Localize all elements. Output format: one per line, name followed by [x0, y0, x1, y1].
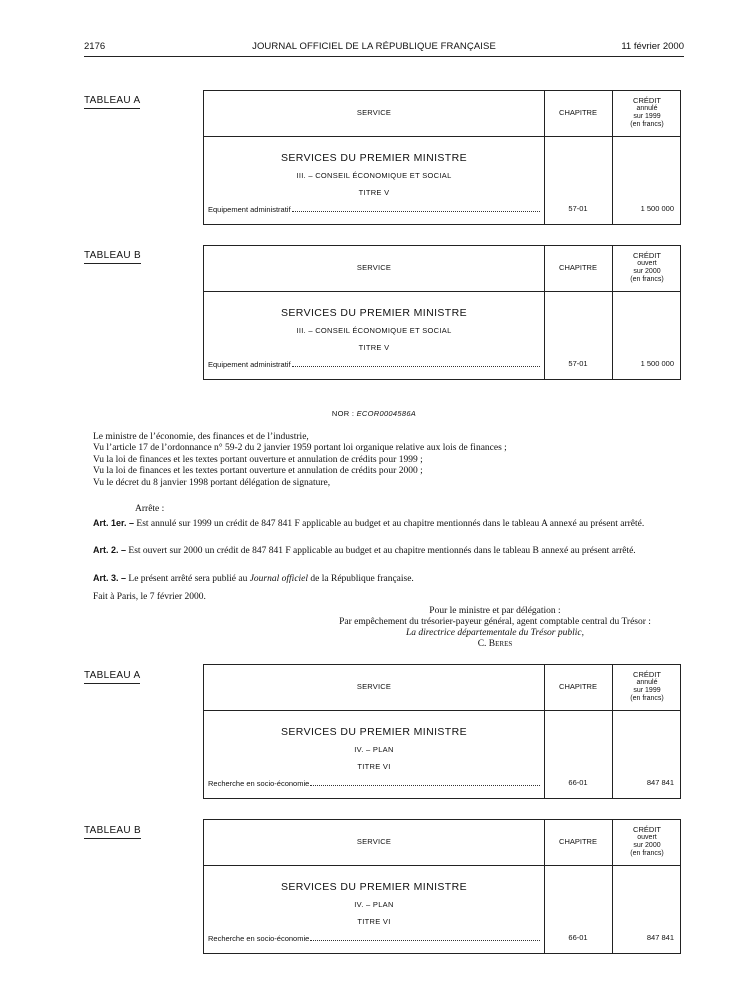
credit-header-line: annulé [636, 679, 658, 686]
credit-header [612, 826, 682, 858]
table-label: TABLEAU B [84, 825, 141, 839]
row-label: Recherche en socio-économie [208, 934, 310, 943]
visa-line: Vu la loi de finances et les textes portant ouverture et annulation de crédits pour 1999 ; [93, 454, 423, 465]
credit-header-title: CRÉDIT [633, 670, 661, 679]
visa-line: Vu l’article 17 de l’ordonnance n° 59-2 du 2 janvier 1959 portant loi organique relative aux lois de finances ; [93, 443, 507, 454]
dot-leader [310, 778, 540, 786]
row-amount: 1 500 000 [640, 204, 674, 213]
chapitre-header: CHAPITRE [559, 682, 597, 691]
table-row [208, 933, 540, 943]
credit-header-line: ouvert [637, 834, 657, 841]
section-title: III. – CONSEIL ÉCONOMIQUE ET SOCIAL [296, 326, 452, 335]
credit-table [203, 664, 681, 799]
nor-label: NOR : [331, 409, 355, 418]
signature-block [300, 606, 690, 650]
credit-header-line: sur 1999 [633, 687, 661, 694]
article-label: Art. 2. – [93, 545, 127, 555]
ministry-title: SERVICES DU PREMIER MINISTRE [280, 881, 468, 893]
credit-header [612, 671, 682, 703]
signature-line: Pour le ministre et par délégation : [429, 606, 561, 616]
table-label: TABLEAU A [84, 95, 140, 109]
table-row [208, 359, 540, 369]
credit-header-line: sur 2000 [633, 268, 661, 275]
signatory-name: C. Beres [477, 639, 513, 649]
article-2 [84, 545, 684, 557]
nor-reference [0, 409, 748, 418]
section-title: IV. – PLAN [354, 900, 394, 909]
service-header: SERVICE [356, 263, 392, 272]
arrete-line: Arrête : [135, 504, 165, 514]
article-label: Art. 1er. – [93, 518, 135, 528]
credit-header-line: ouvert [637, 260, 657, 267]
visa-line: Le ministre de l’économie, des finances et de l’industrie, [93, 432, 309, 442]
article-1 [84, 518, 684, 530]
credit-header-line: (en francs) [630, 121, 664, 128]
row-chapitre: 57-01 [568, 359, 588, 368]
titre-label: TITRE V [358, 343, 390, 352]
article-text-italic: Journal officiel [249, 574, 309, 584]
page-header [0, 41, 748, 55]
credit-header-line: sur 2000 [633, 842, 661, 849]
ministry-title: SERVICES DU PREMIER MINISTRE [280, 152, 468, 164]
titre-label: TITRE V [358, 188, 390, 197]
titre-label: TITRE VI [357, 762, 391, 771]
service-header: SERVICE [356, 837, 392, 846]
row-label: Recherche en socio-économie [208, 779, 310, 788]
credit-header-line: (en francs) [630, 276, 664, 283]
credit-header-line: annulé [636, 105, 658, 112]
row-chapitre: 57-01 [568, 204, 588, 213]
credit-header-title: CRÉDIT [633, 825, 661, 834]
row-label: Equipement administratif [208, 205, 291, 214]
credit-header-line: (en francs) [630, 850, 664, 857]
article-text: Est ouvert sur 2000 un crédit de 847 841 F applicable au budget et au chapitre mentionnés dans le tableau B annexé au présent arrêté. [128, 546, 636, 556]
nor-code: ECOR0004586A [356, 409, 417, 418]
journal-title: JOURNAL OFFICIEL DE LA RÉPUBLIQUE FRANÇAISE [252, 41, 496, 52]
titre-label: TITRE VI [357, 917, 391, 926]
ministry-title: SERVICES DU PREMIER MINISTRE [280, 726, 468, 738]
table-row [208, 778, 540, 788]
row-amount: 847 841 [646, 933, 674, 942]
dot-leader [292, 204, 540, 212]
table-label: TABLEAU B [84, 250, 141, 264]
visa-line: Vu la loi de finances et les textes portant ouverture et annulation de crédits pour 2000 ; [93, 466, 423, 477]
ministry-title: SERVICES DU PREMIER MINISTRE [280, 307, 468, 319]
chapitre-header: CHAPITRE [559, 263, 597, 272]
credit-header-line: sur 1999 [633, 113, 661, 120]
dot-leader [292, 359, 540, 367]
signature-line: Par empêchement du trésorier-payeur général, agent comptable central du Trésor : [339, 617, 651, 627]
header-rule [84, 56, 684, 57]
visas-block [93, 432, 683, 489]
article-text: Est annulé sur 1999 un crédit de 847 841 F applicable au budget et au chapitre mentionnés dans le tableau A annexé au présent arrêté. [136, 519, 645, 529]
article-label: Art. 3. – [93, 573, 127, 583]
chapitre-header: CHAPITRE [559, 108, 597, 117]
credit-header [612, 97, 682, 129]
issue-date: 11 février 2000 [621, 41, 684, 52]
visa-line: Vu le décret du 8 janvier 1998 portant délégation de signature, [93, 477, 331, 488]
row-amount: 1 500 000 [640, 359, 674, 368]
row-amount: 847 841 [646, 778, 674, 787]
article-3 [84, 573, 684, 585]
row-chapitre: 66-01 [568, 778, 588, 787]
table-row [208, 204, 540, 214]
row-chapitre: 66-01 [568, 933, 588, 942]
service-header: SERVICE [356, 682, 392, 691]
article-text: de la République française. [310, 574, 414, 584]
credit-table [203, 819, 681, 954]
credit-header-title: CRÉDIT [633, 251, 661, 260]
article-text: Le présent arrêté sera publié au [128, 574, 248, 584]
section-title: IV. – PLAN [354, 745, 394, 754]
fait-line: Fait à Paris, le 7 février 2000. [93, 592, 206, 602]
chapitre-header: CHAPITRE [559, 837, 597, 846]
credit-table [203, 245, 681, 380]
row-label: Equipement administratif [208, 360, 291, 369]
table-label: TABLEAU A [84, 670, 140, 684]
credit-header [612, 252, 682, 284]
section-title: III. – CONSEIL ÉCONOMIQUE ET SOCIAL [296, 171, 452, 180]
page-number: 2176 [84, 41, 106, 52]
dot-leader [310, 933, 540, 941]
credit-header-line: (en francs) [630, 695, 664, 702]
signature-title: La directrice départementale du Trésor public, [405, 628, 584, 638]
service-header: SERVICE [356, 108, 392, 117]
credit-table [203, 90, 681, 225]
credit-header-title: CRÉDIT [633, 96, 661, 105]
